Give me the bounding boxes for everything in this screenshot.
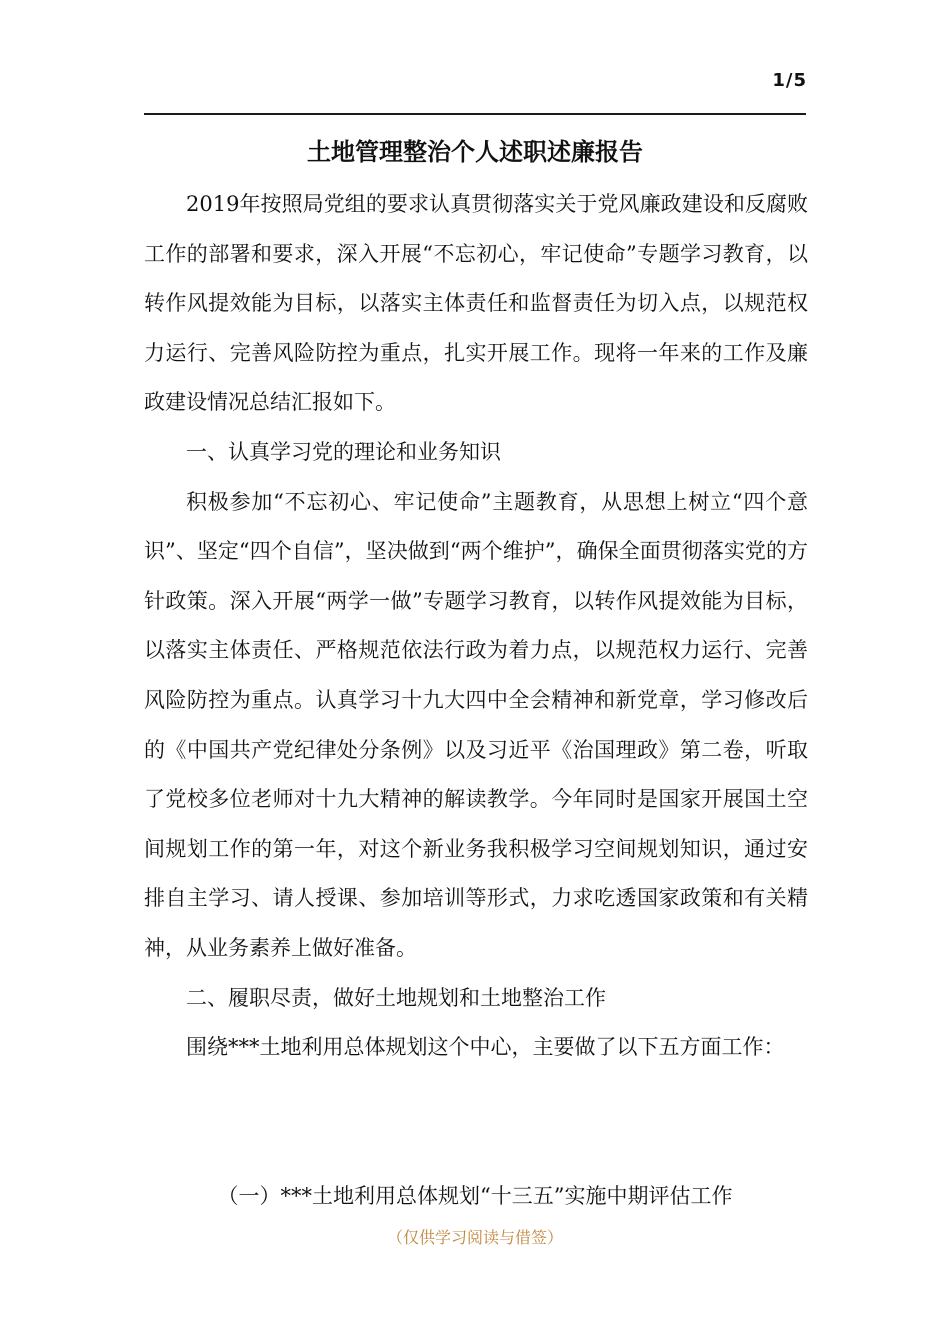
paragraph-focus: 围绕***土地利用总体规划这个中心，主要做了以下五方面工作： (186, 1035, 785, 1060)
page-number: 1/5 (772, 70, 807, 91)
sub-heading: （一）***土地利用总体规划“十三五”实施中期评估工作 (217, 1184, 733, 1208)
section-heading-1: 一、认真学习党的理论和业务知识 (186, 439, 501, 464)
footer-note: （仅供学习阅读与借签） (386, 1228, 563, 1247)
paragraph-study: 积极参加“不忘初心、牢记使命”主题教育，从思想上树立“四个意识”、坚定“四个自信”，坚决做到“两个维护”，确保全面贯彻落实党的方针政策。深入开展“两学一做”专题学习教育，以转作风提效能为目标，以落实主体责任、严格规范依法行政为着力点，以规范权力运行、完善风险防控为重点。认真学习十九大四中全会精神和新党章，学习修改后的《中国共产党纪律处分条例》以及习近平《治国理政》第二卷，听取了党校多位老师对十九大精神的解读教学。今年同时是国家开展国土空间规划工作的第一年，对这个新业务我积极学习空间规划知识，通过安排自主学习、请人授课、参加培训等形式，力求吃透国家政策和有关精神，从业务素养上做好准备。 (144, 489, 808, 960)
header-divider (144, 113, 806, 115)
document-title: 土地管理整治个人述职述廉报告 (307, 137, 643, 166)
section-heading-2: 二、履职尽责，做好土地规划和土地整治工作 (186, 985, 606, 1010)
document-body (144, 180, 808, 1073)
paragraph-intro: 2019年按照局党组的要求认真贯彻落实关于党风廉政建设和反腐败工作的部署和要求，深入开展“不忘初心，牢记使命”专题学习教育，以转作风提效能为目标，以落实主体责任和监督责任为切入点，以规范权力运行、完善风险防控为重点，扎实开展工作。现将一年来的工作及廉政建设情况总结汇报如下。 (144, 192, 808, 415)
